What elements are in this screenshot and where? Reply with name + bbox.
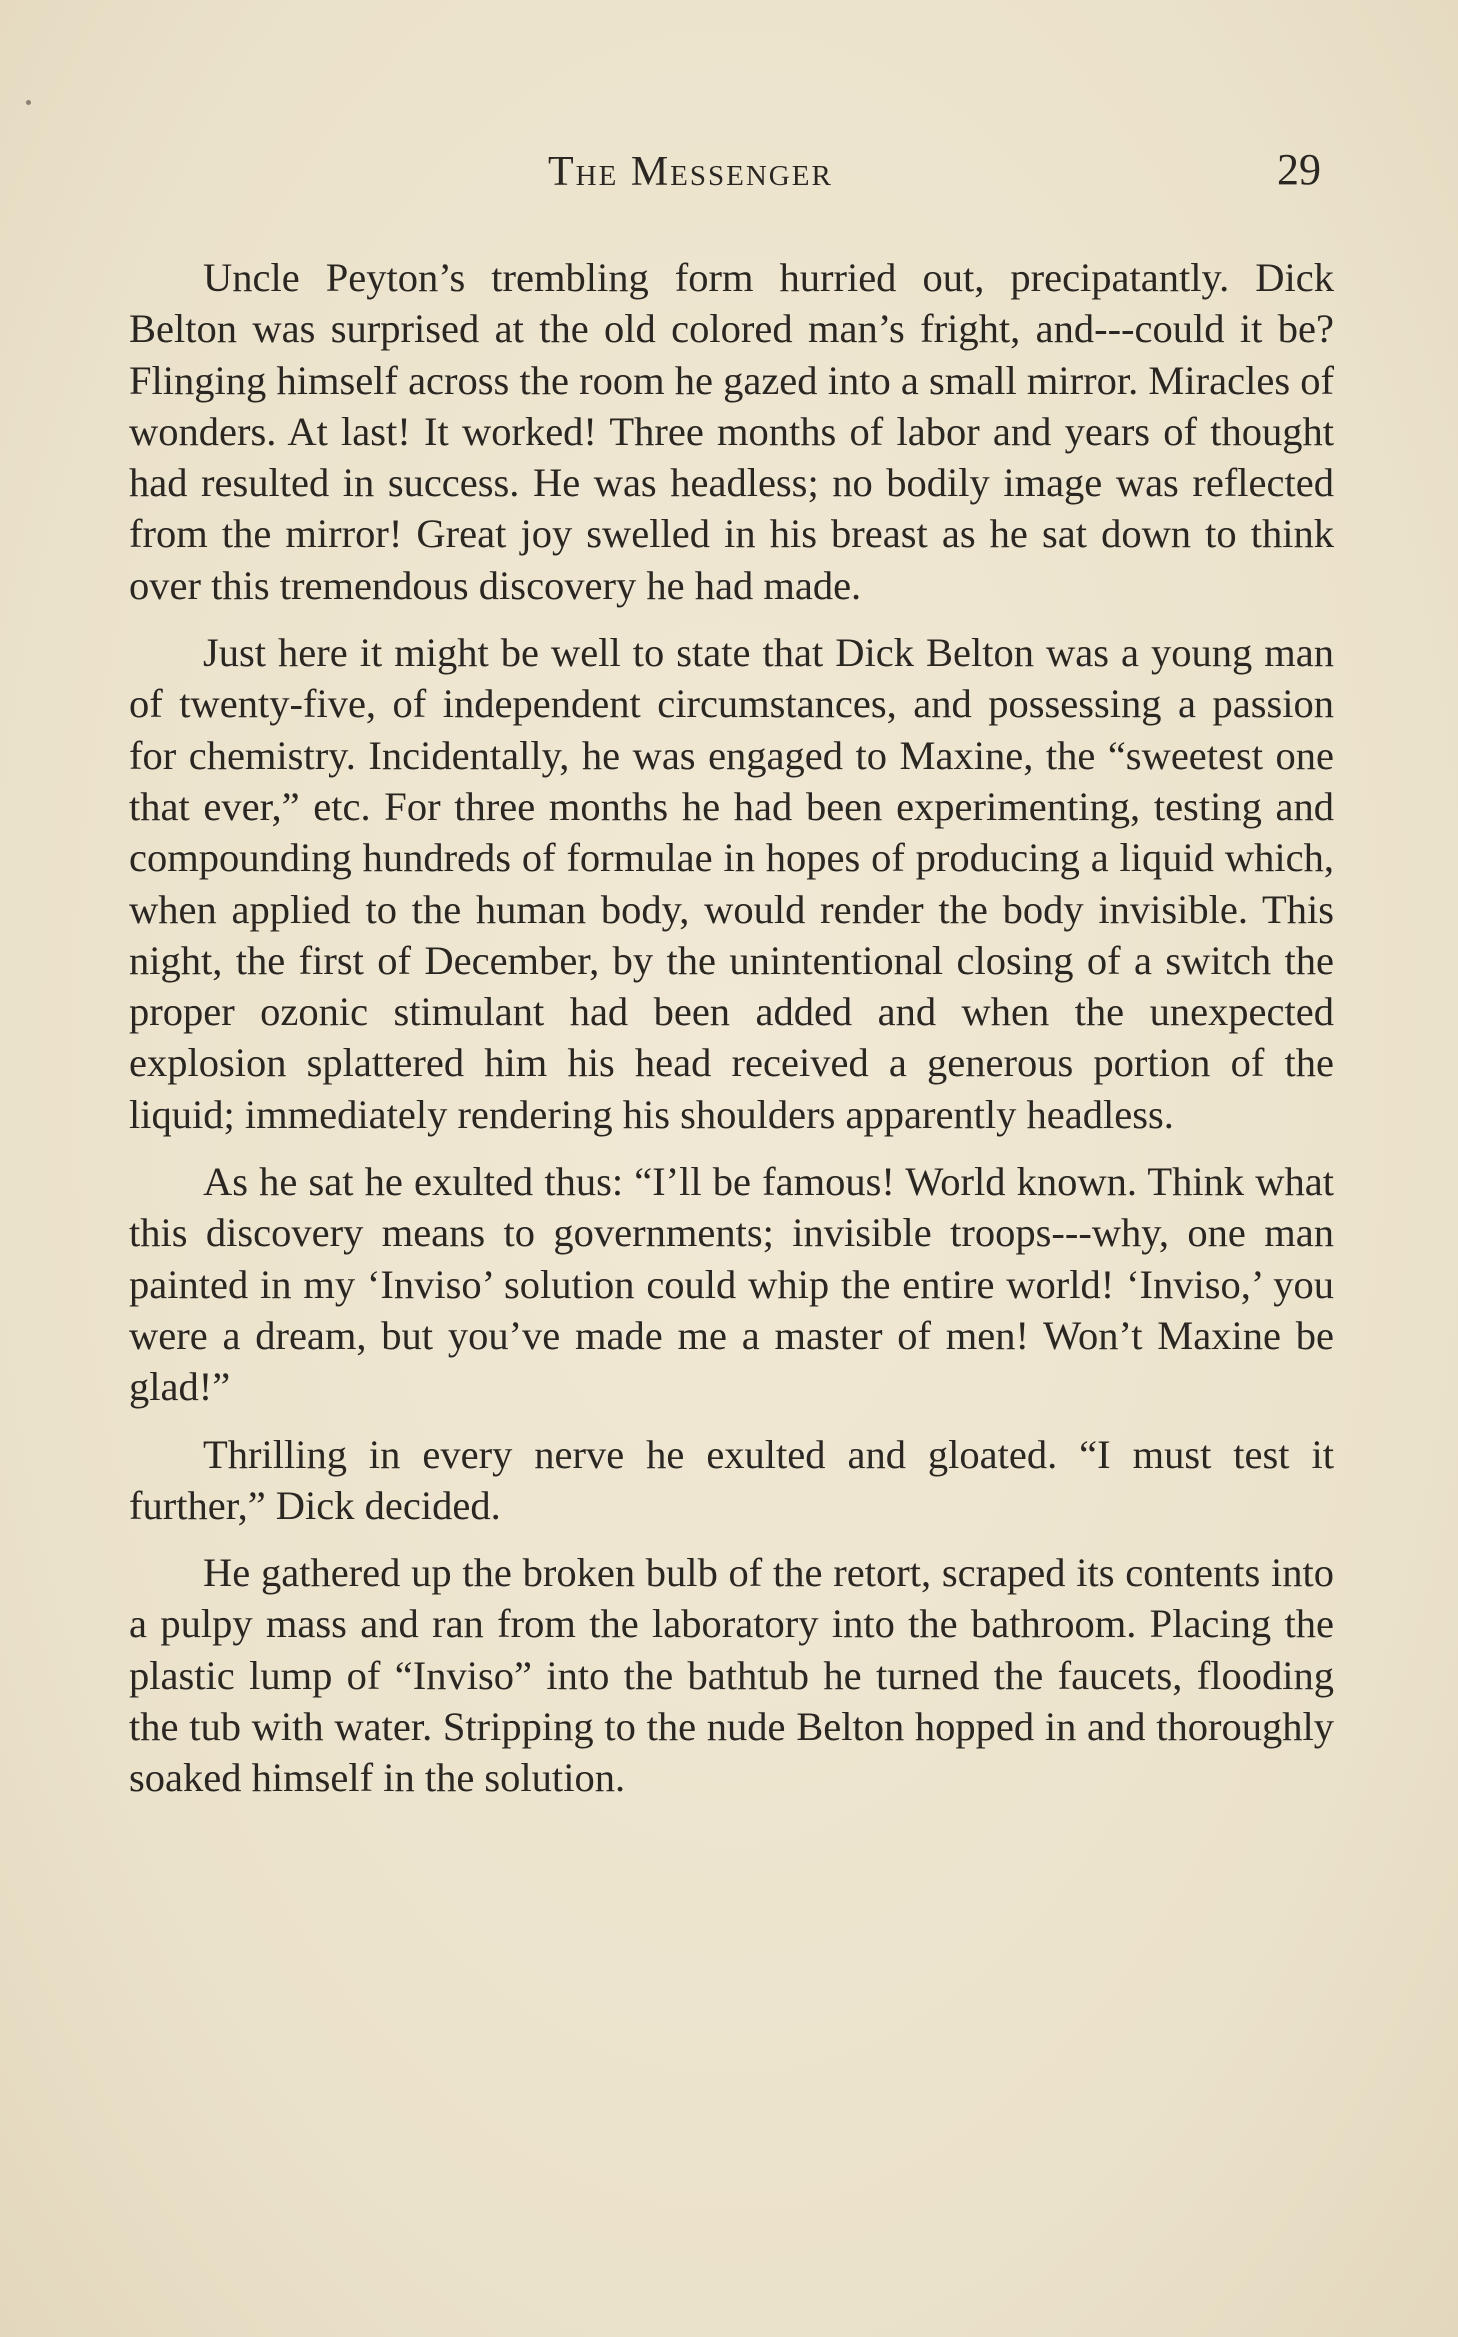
paper-speck: [26, 100, 31, 105]
running-title: The Messenger: [548, 149, 833, 195]
running-header: [0, 145, 1458, 208]
body-text: [129, 252, 1334, 1820]
page-number: 29: [1277, 145, 1321, 194]
paragraph: He gathered up the broken bulb of the retort, scraped its contents into a pulpy mass and ran from the laboratory into the bathroom. Placing the plastic lump of “Inviso” into the bathtub he turned the faucets, flooding the tub with water. Stripping to the nude Belton hopped in and thoroughly soaked himself in the solution.: [129, 1550, 1334, 1801]
paragraph: As he sat he exulted thus: “I’ll be famous! World known. Think what this discovery means to governments; invisible troops---why, one man painted in my ‘Inviso’ solution could whip the entire world! ‘Inviso,’ you were a dream, but you’ve made me a master of men! Won’t Maxine be glad!”: [129, 1159, 1334, 1410]
paragraph: Just here it might be well to state that Dick Belton was a young man of twenty-five, of independent circumstances, and possessing a passion for chemistry. Incidentally, he was engaged to Maxine, the “sweetest one that ever,” etc. For three months he had been experimenting, testing and compounding hundreds of formulae in hopes of producing a liquid which, when applied to the human body, would render the body invisible. This night, the first of December, by the unintentional closing of a switch the proper ozonic stimulant had been added and when the unexpected explosion splattered him his head received a generous portion of the liquid; immediately rendering his shoulders apparently headless.: [129, 630, 1334, 1137]
paragraph: Thrilling in every nerve he exulted and gloated. “I must test it further,” Dick decided.: [129, 1431, 1334, 1528]
paragraph: Uncle Peyton’s trembling form hurried out, precipatantly. Dick Belton was surprised at the old colored man’s fright, and---could it be? Flinging himself across the room he gazed into a small mirror. Miracles of wonders. At last! It worked! Three months of labor and years of thought had resulted in success. He was headless; no bodily image was reflected from the mirror! Great joy swelled in his breast as he sat down to think over this tremendous discovery he had made.: [129, 255, 1334, 608]
